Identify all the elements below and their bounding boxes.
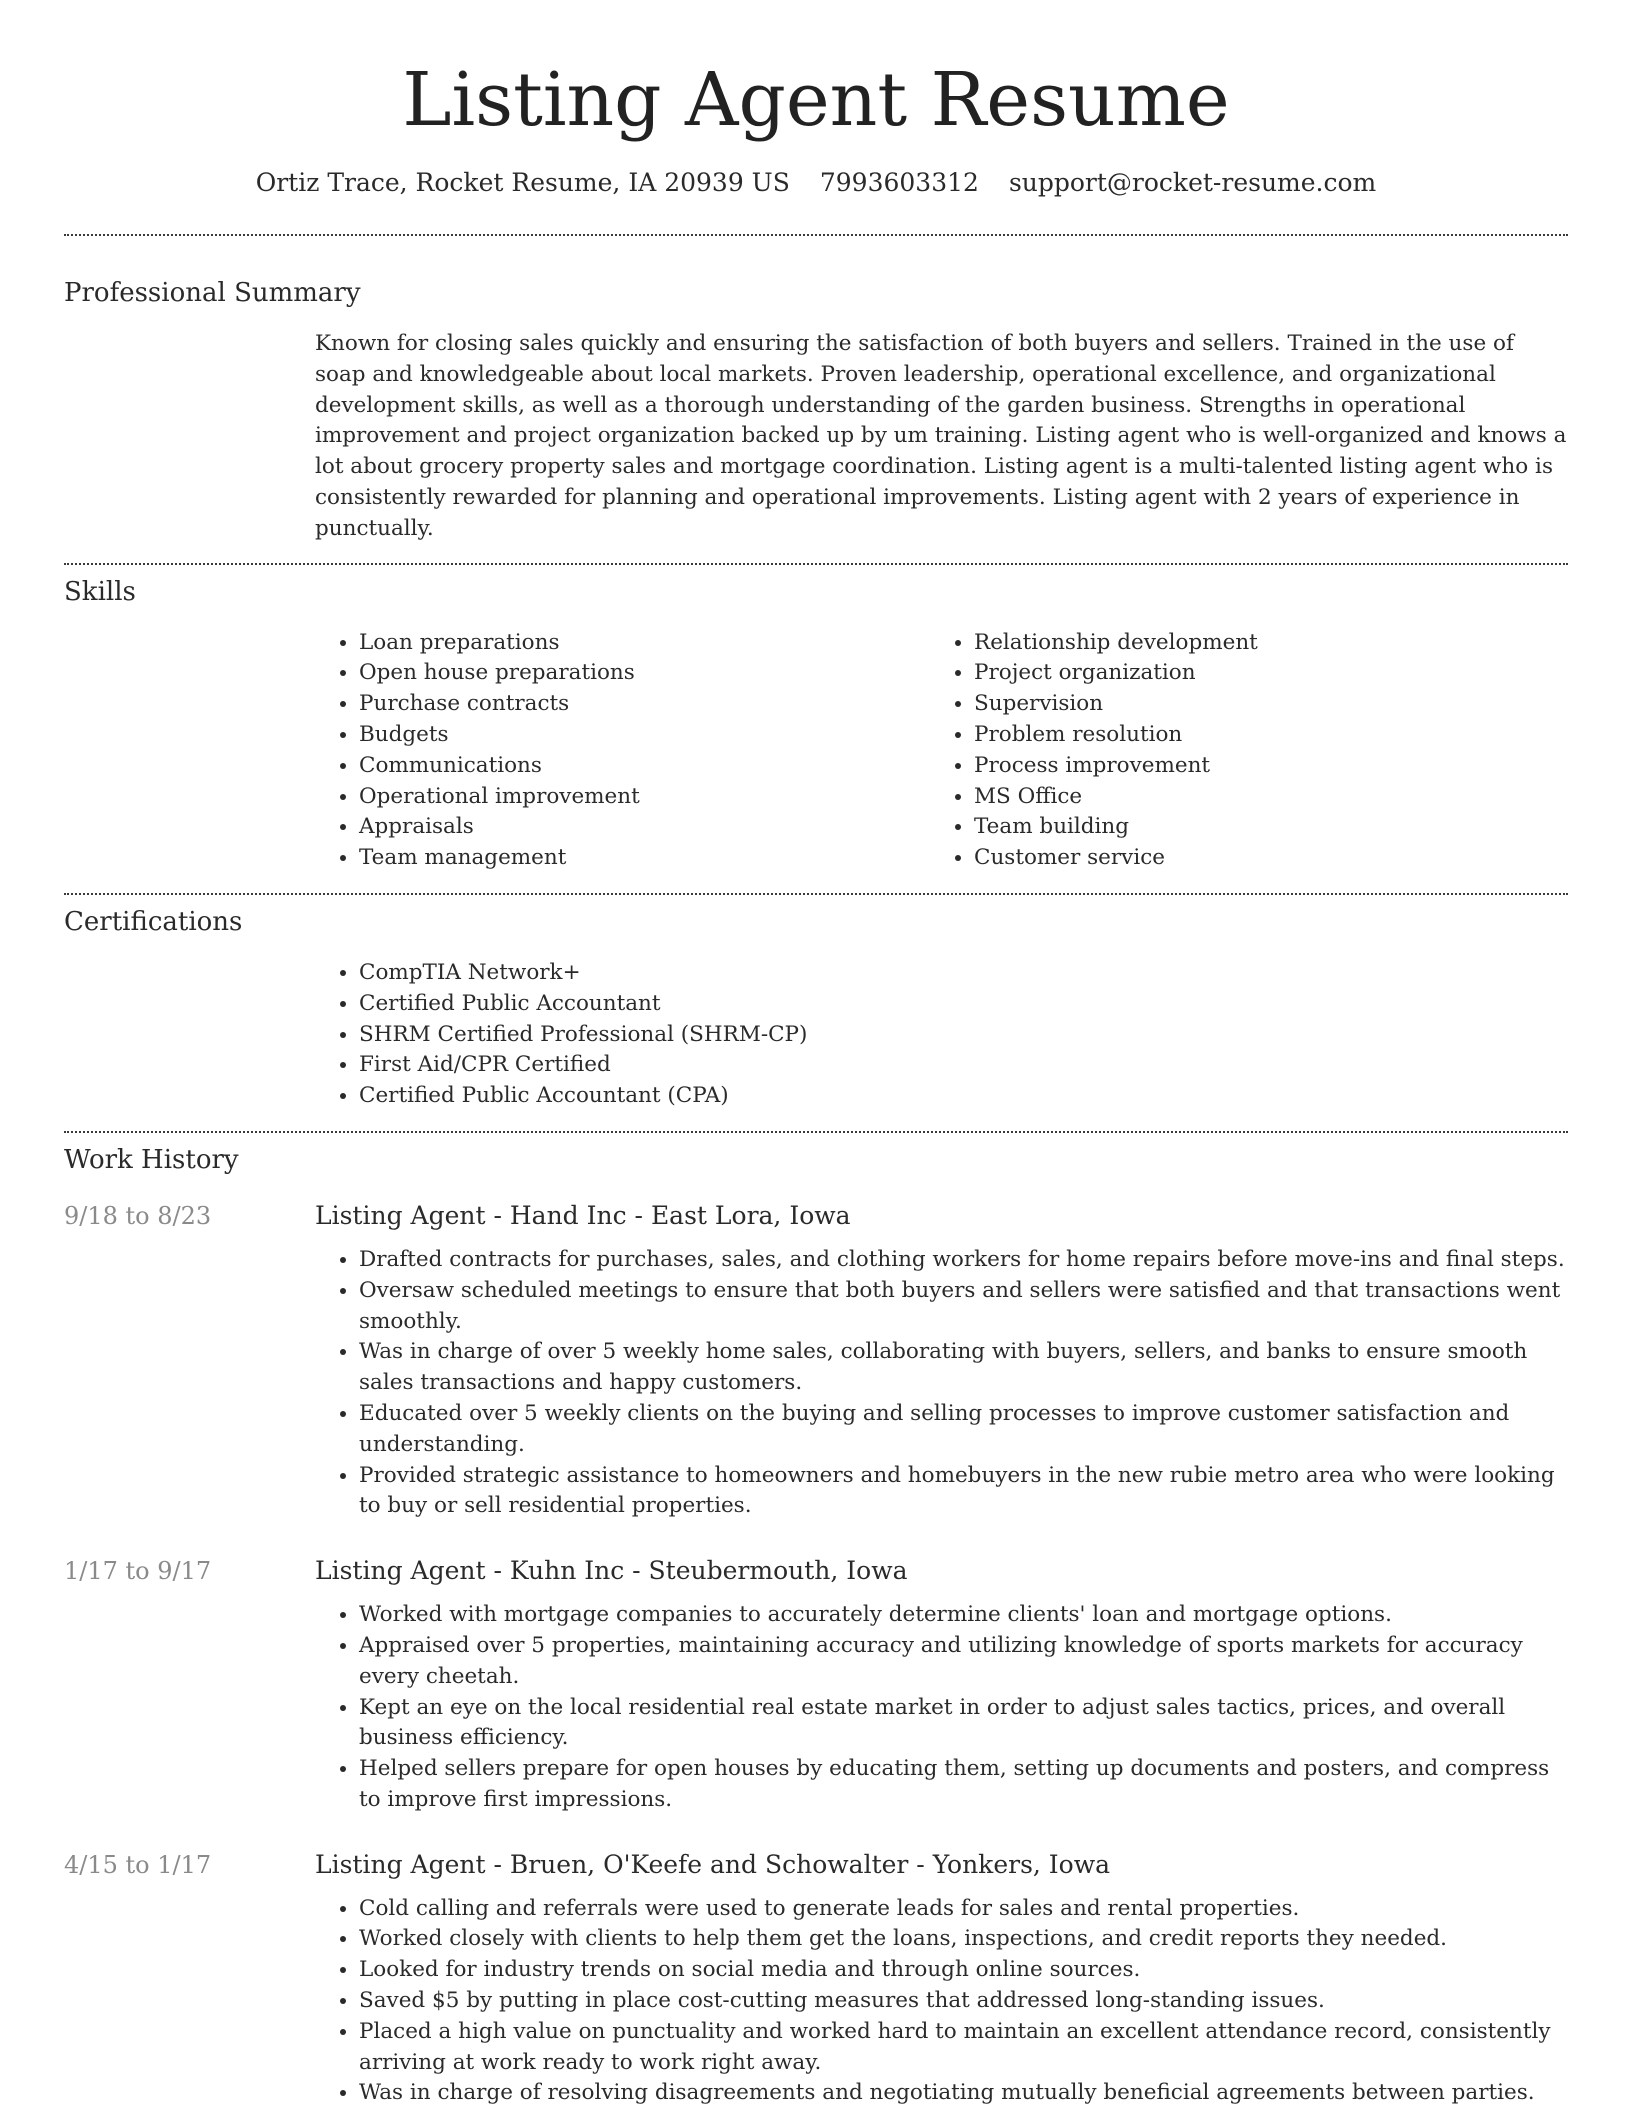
certifications-heading: Certifications (64, 906, 243, 937)
contact-email: support@rocket-resume.com (1008, 168, 1377, 197)
job-entry (64, 1554, 1568, 1816)
contact-line (64, 166, 1568, 200)
certification-item: • SHRM Certified Professional (SHRM-CP) (359, 1020, 1568, 1051)
skill-item: • Appraisals (359, 812, 930, 843)
certification-item: • Certified Public Accountant (359, 989, 1568, 1020)
job-bullets (315, 1894, 1568, 2110)
certifications-body (315, 958, 1568, 1112)
work-history-heading: Work History (64, 1144, 239, 1175)
job-title: Listing Agent - Bruen, O'Keefe and Schowalter - Yonkers, Iowa (315, 1849, 1111, 1879)
job-bullet: • Was in charge of over 5 weekly home sales, collaborating with buyers, sellers, and banks to ensure smooth sales transactions and happy customers. (359, 1337, 1568, 1399)
skill-item: • Team management (359, 843, 930, 874)
job-title: Listing Agent - Hand Inc - East Lora, Iowa (315, 1200, 851, 1230)
job-bullet: • Appraised over 5 properties, maintaining accuracy and utilizing knowledge of sports markets for accuracy every cheetah. (359, 1631, 1568, 1693)
resume-page (64, 0, 1568, 2109)
skill-item: • Purchase contracts (359, 689, 930, 720)
job-title: Listing Agent - Kuhn Inc - Steubermouth, Iowa (315, 1556, 908, 1586)
job-bullet: • Looked for industry trends on social media and through online sources. (359, 1955, 1568, 1986)
certification-item: • CompTIA Network+ (359, 958, 1568, 989)
skills-heading: Skills (64, 576, 136, 607)
skill-item: • Operational improvement (359, 782, 930, 813)
summary-text: Known for closing sales quickly and ensuring the satisfaction of both buyers and sellers. Trained in the use of soap and knowledgeable about local markets. Proven leadership, operational excellence, and organizational development skills, as well as a thorough understanding of the garden business. Strengths in operational improvement and project organization backed up by um training. Listing agent who is well-organized and knows a lot about grocery property sales and mortgage coordination. Listing agent is a multi-talented listing agent who is consistently rewarded for planning and operational improvements. Listing agent with 2 years of experience in punctually. (315, 331, 1567, 541)
skill-item: • Problem resolution (974, 720, 1545, 751)
skills-list-left (315, 628, 930, 874)
certification-item: • Certified Public Accountant (CPA) (359, 1081, 1568, 1112)
work-history-section (64, 1143, 1568, 2109)
skill-item: • Project organization (974, 658, 1545, 689)
certification-item: • First Aid/CPR Certified (359, 1050, 1568, 1081)
job-dates: 1/17 to 9/17 (64, 1557, 212, 1586)
skills-list-right (930, 628, 1545, 874)
summary-heading: Professional Summary (64, 278, 361, 308)
job-bullets (315, 1245, 1568, 1522)
skills-section (64, 575, 1568, 874)
skill-item: • Loan preparations (359, 628, 930, 659)
job-bullet: • Educated over 5 weekly clients on the buying and selling processes to improve customer satisfaction and understanding. (359, 1399, 1568, 1461)
job-bullet: • Drafted contracts for purchases, sales, and clothing workers for home repairs before move-ins and final steps. (359, 1245, 1568, 1276)
job-bullet: • Helped sellers prepare for open houses by educating them, setting up documents and posters, and compress to improve first impressions. (359, 1754, 1568, 1816)
job-bullet: • Provided strategic assistance to homeowners and homebuyers in the new rubie metro area who were looking to buy or sell residential properties. (359, 1461, 1568, 1523)
contact-phone: 7993603312 (819, 168, 979, 197)
skill-item: • Relationship development (974, 628, 1545, 659)
skill-item: • Supervision (974, 689, 1545, 720)
job-bullet: • Saved $5 by putting in place cost-cutting measures that addressed long-standing issues. (359, 1986, 1568, 2017)
job-details (315, 1199, 1568, 1522)
skill-item: • Open house preparations (359, 658, 930, 689)
job-bullet: • Oversaw scheduled meetings to ensure that both buyers and sellers were satisfied and that transactions went smoothly. (359, 1276, 1568, 1338)
contact-address: Ortiz Trace, Rocket Resume, IA 20939 US (255, 168, 790, 197)
skill-item: • Communications (359, 751, 930, 782)
job-bullet: • Worked with mortgage companies to accurately determine clients' loan and mortgage options. (359, 1600, 1568, 1631)
skill-item: • MS Office (974, 782, 1545, 813)
job-entry (64, 1199, 1568, 1522)
job-bullet: • Placed a high value on punctuality and worked hard to maintain an excellent attendance record, consistently arriving at work ready to work right away. (359, 2017, 1568, 2079)
job-details (315, 1848, 1568, 2110)
summary-divider (64, 563, 1568, 565)
skill-item: • Customer service (974, 843, 1545, 874)
skills-column-right (930, 628, 1545, 874)
certifications-list (315, 958, 1568, 1112)
job-bullet: • Cold calling and referrals were used to generate leads for sales and rental properties. (359, 1894, 1568, 1925)
resume-title: Listing Agent Resume (402, 57, 1230, 143)
skills-divider (64, 893, 1568, 895)
skills-column-left (315, 628, 930, 874)
certifications-section (64, 905, 1568, 1112)
job-details (315, 1554, 1568, 1816)
job-dates: 9/18 to 8/23 (64, 1201, 212, 1230)
header-divider (64, 234, 1568, 236)
job-dates: 4/15 to 1/17 (64, 1850, 212, 1879)
skill-item: • Team building (974, 812, 1545, 843)
job-bullet: • Worked closely with clients to help them get the loans, inspections, and credit reports they needed. (359, 1924, 1568, 1955)
skill-item: • Process improvement (974, 751, 1545, 782)
job-bullet: • Was in charge of resolving disagreements and negotiating mutually beneficial agreements between parties. (359, 2078, 1568, 2109)
certifications-divider (64, 1131, 1568, 1133)
skill-item: • Budgets (359, 720, 930, 751)
summary-section (64, 276, 1568, 545)
job-entry (64, 1848, 1568, 2110)
job-bullet: • Kept an eye on the local residential real estate market in order to adjust sales tactics, prices, and overall business efficiency. (359, 1693, 1568, 1755)
skills-columns (315, 628, 1568, 874)
job-bullets (315, 1600, 1568, 1816)
